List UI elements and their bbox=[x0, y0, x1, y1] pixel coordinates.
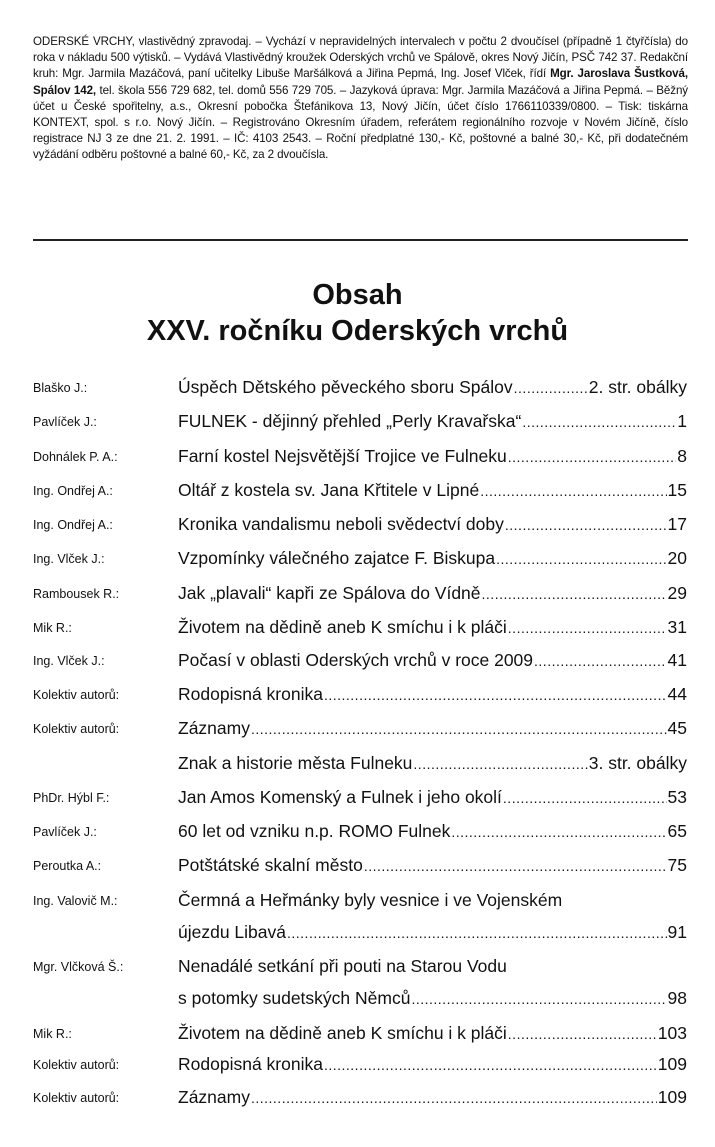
toc-page-number: 75 bbox=[667, 855, 687, 875]
toc-entry bbox=[0, 915, 715, 945]
toc-leader-dots bbox=[480, 483, 666, 499]
toc-author: Ing. Ondřej A.: bbox=[33, 518, 113, 532]
toc-line bbox=[178, 446, 687, 467]
toc-title: Farní kostel Nejsvětější Trojice ve Fulneku bbox=[178, 446, 507, 466]
toc-line bbox=[178, 411, 687, 432]
toc-page-number: 109 bbox=[657, 1054, 687, 1074]
toc-title: Úspěch Dětského pěveckého sboru Spálov bbox=[178, 377, 513, 397]
toc-title: 60 let od vzniku n.p. ROMO Fulnek bbox=[178, 821, 451, 841]
toc-page-number: 91 bbox=[667, 922, 687, 942]
toc-entry bbox=[0, 711, 715, 741]
toc-leader-dots bbox=[251, 1090, 657, 1106]
toc-leader-dots bbox=[508, 449, 677, 465]
toc-title: Nenadálé setkání při pouti na Starou Vodu bbox=[178, 956, 507, 976]
toc-page-number: 103 bbox=[657, 1023, 687, 1043]
toc-author: Ing. Vlček J.: bbox=[33, 552, 105, 566]
toc-line bbox=[178, 650, 687, 671]
toc-author: Dohnálek P. A.: bbox=[33, 450, 118, 464]
toc-leader-dots bbox=[411, 991, 666, 1007]
toc-page-number: 53 bbox=[667, 787, 687, 807]
toc-leader-dots bbox=[364, 858, 667, 874]
toc-line bbox=[178, 684, 687, 705]
toc-line bbox=[178, 855, 687, 876]
toc-title: Jak „plavali“ kapři ze Spálova do Vídně bbox=[178, 583, 481, 603]
imprint-text-2: tel. škola 556 729 682, tel. domů 556 729 705. – Jazyková úprava: Mgr. Jarmila Mazáčová a Jiřina Pepmá. – Běžný účet u České spořitelny, a.s., Okresní pobočka Štefánikova 13, Nový Jičín, účet číslo 1766110339/0800. – Tisk: tiskárna KONTEXT, spol. s r.o. Nový Jičín. – Registrováno Okresním úřadem, referátem regionálního rozvoje v Novém Jičíně, číslo registrace NJ 3 ze dne 21. 2. 1991. – IČ: 4103 2543. – Roční předplatné 130,- Kč, poštovné a balné 30,- Kč, při dodatečném vyžádání odběru poštovné a balné 60,- Kč, za 2 dvoučísla. bbox=[33, 83, 688, 162]
page-title: Obsah bbox=[312, 279, 403, 311]
toc-line bbox=[178, 1054, 687, 1075]
toc-line bbox=[178, 377, 687, 398]
toc-title: Počasí v oblasti Oderských vrchů v roce 2009 bbox=[178, 650, 534, 670]
toc-page-number: 29 bbox=[667, 583, 687, 603]
toc-author: Kolektiv autorů: bbox=[33, 688, 120, 702]
toc-title: Záznamy bbox=[178, 1087, 250, 1107]
toc-page-number: 44 bbox=[667, 684, 687, 704]
toc-title: Potštátské skalní město bbox=[178, 855, 363, 875]
toc-page-number: 31 bbox=[667, 617, 687, 637]
toc-line bbox=[178, 956, 687, 977]
toc-page-number: 65 bbox=[667, 821, 687, 841]
toc-entry bbox=[0, 643, 715, 673]
toc-title: Kronika vandalismu neboli svědectví doby bbox=[178, 514, 504, 534]
toc-line bbox=[178, 583, 687, 604]
toc-entry bbox=[0, 473, 715, 503]
toc-entry bbox=[0, 1080, 715, 1110]
toc-leader-dots bbox=[482, 586, 667, 602]
toc-line bbox=[178, 988, 687, 1009]
toc-author: Rambousek R.: bbox=[33, 587, 120, 601]
toc-author: Kolektiv autorů: bbox=[33, 1058, 120, 1072]
toc-leader-dots bbox=[505, 517, 667, 533]
toc-author: Ing. Vlček J.: bbox=[33, 654, 105, 668]
toc-author: Mik R.: bbox=[33, 621, 72, 635]
toc-page-number: 41 bbox=[667, 650, 687, 670]
toc-page-number: 20 bbox=[667, 548, 687, 568]
toc-entry bbox=[0, 1047, 715, 1077]
toc-title: Oltář z kostela sv. Jana Křtitele v Lipné bbox=[178, 480, 480, 500]
toc-line bbox=[178, 480, 687, 501]
toc-entry bbox=[0, 780, 715, 810]
toc-title: s potomky sudetských Němců bbox=[178, 988, 411, 1008]
toc-line bbox=[178, 1087, 687, 1108]
toc-entry bbox=[0, 949, 715, 979]
toc-leader-dots bbox=[534, 653, 667, 669]
toc-line bbox=[178, 1023, 687, 1044]
toc-author: Blaško J.: bbox=[33, 381, 88, 395]
toc-entry bbox=[0, 746, 715, 776]
toc-line bbox=[178, 821, 687, 842]
toc-title: Rodopisná kronika bbox=[178, 684, 323, 704]
toc-entry bbox=[0, 814, 715, 844]
toc-title: FULNEK - dějinný přehled „Perly Kravařska“ bbox=[178, 411, 522, 431]
toc-entry bbox=[0, 576, 715, 606]
toc-line bbox=[178, 922, 687, 943]
toc-title: Životem na dědině aneb K smíchu i k pláči bbox=[178, 617, 507, 637]
toc-entry bbox=[0, 848, 715, 878]
toc-line bbox=[178, 718, 687, 739]
toc-author: Pavlíček J.: bbox=[33, 825, 97, 839]
toc-line bbox=[178, 514, 687, 535]
toc-leader-dots bbox=[508, 1026, 657, 1042]
toc-leader-dots bbox=[413, 756, 587, 772]
toc-leader-dots bbox=[251, 721, 667, 737]
toc-author: Ing. Valovič M.: bbox=[33, 894, 118, 908]
toc-entry bbox=[0, 677, 715, 707]
toc-title: Životem na dědině aneb K smíchu i k pláči bbox=[178, 1023, 507, 1043]
toc-title: újezdu Libavá bbox=[178, 922, 286, 942]
toc-leader-dots bbox=[508, 620, 667, 636]
toc-leader-dots bbox=[496, 551, 666, 567]
toc-author: Ing. Ondřej A.: bbox=[33, 484, 113, 498]
toc-author: Mik R.: bbox=[33, 1027, 72, 1041]
toc-author: Kolektiv autorů: bbox=[33, 722, 120, 736]
toc-leader-dots bbox=[522, 414, 676, 430]
toc-leader-dots bbox=[503, 790, 667, 806]
toc-author: PhDr. Hýbl F.: bbox=[33, 791, 110, 805]
toc-entry bbox=[0, 1016, 715, 1046]
toc-leader-dots bbox=[324, 1057, 657, 1073]
toc-entry bbox=[0, 404, 715, 434]
toc-entry bbox=[0, 981, 715, 1011]
toc-page-number: 1 bbox=[677, 411, 687, 431]
toc-author: Pavlíček J.: bbox=[33, 415, 97, 429]
toc-leader-dots bbox=[514, 380, 588, 396]
imprint-text-1: ODERSKÉ VRCHY, vlastivědný zpravodaj. – Vychází v nepravidelných intervalech v počtu 2 dvoučísel (případně 1 čtyřčísla) do roka v nákladu 500 výtisků. – Vydává Vlastivědný kroužek Oderských vrchů ve Spálově, okres Nový Jičín, PSČ 742 37. Redakční kruh: Mgr. Jarmila Mazáčová, paní učitelky Libuše Maršálková a Jiřina Pepmá, Ing. Josef Vlček, řídí bbox=[33, 35, 688, 81]
toc-title: Záznamy bbox=[178, 718, 250, 738]
toc-title: Čermná a Heřmánky byly vesnice i ve Vojenském bbox=[178, 890, 563, 910]
toc-entry bbox=[0, 370, 715, 400]
toc-entry bbox=[0, 507, 715, 537]
toc-page-number: 45 bbox=[667, 718, 687, 738]
toc-entry bbox=[0, 541, 715, 571]
toc-page-number: 2. str. obálky bbox=[588, 377, 687, 397]
toc-entry bbox=[0, 439, 715, 469]
toc-author: Kolektiv autorů: bbox=[33, 1091, 120, 1105]
toc-line bbox=[178, 617, 687, 638]
toc-page-number: 8 bbox=[677, 446, 687, 466]
toc-page-number: 98 bbox=[667, 988, 687, 1008]
toc-line bbox=[178, 548, 687, 569]
toc-author: Mgr. Vlčková Š.: bbox=[33, 960, 124, 974]
toc-entry bbox=[0, 610, 715, 640]
imprint-editor: Mgr. Jaroslava Šustková, Spálov 142, bbox=[33, 67, 688, 97]
toc-author: Peroutka A.: bbox=[33, 859, 102, 873]
toc-title: Znak a historie města Fulneku bbox=[178, 753, 413, 773]
toc-page-number: 15 bbox=[667, 480, 687, 500]
toc-title: Vzpomínky válečného zajatce F. Biskupa bbox=[178, 548, 496, 568]
toc-page-number: 109 bbox=[657, 1087, 687, 1107]
toc-line bbox=[178, 787, 687, 808]
page-subtitle: XXV. ročníku Oderských vrchů bbox=[146, 315, 569, 347]
toc-page-number: 17 bbox=[667, 514, 687, 534]
toc-leader-dots bbox=[287, 925, 667, 941]
toc-title: Jan Amos Komenský a Fulnek i jeho okolí bbox=[178, 787, 502, 807]
toc-leader-dots bbox=[324, 687, 667, 703]
toc-page-number: 3. str. obálky bbox=[588, 753, 687, 773]
toc-title: Rodopisná kronika bbox=[178, 1054, 323, 1074]
toc-entry bbox=[0, 883, 715, 913]
toc-line bbox=[178, 890, 687, 911]
toc-line bbox=[178, 753, 687, 774]
toc-leader-dots bbox=[451, 824, 666, 840]
